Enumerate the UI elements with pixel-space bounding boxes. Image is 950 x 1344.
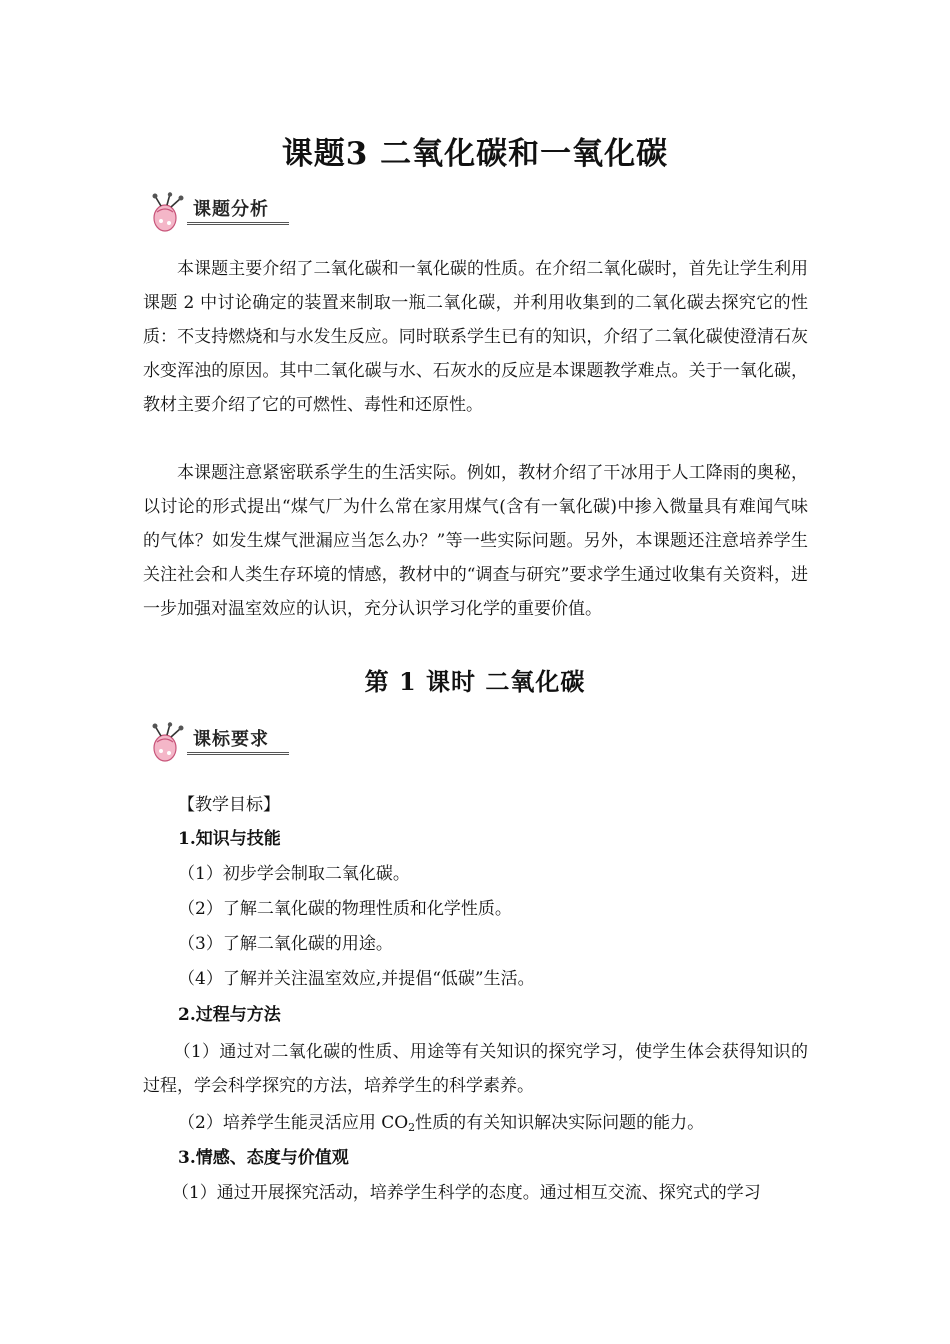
- section-badge-analysis: [143, 192, 293, 234]
- attitude-paragraph-1: （1）通过开展探究活动，培养学生科学的态度。通过相互交流、探究式的学习: [171, 1183, 761, 1203]
- section-badge-label: 课题分析: [187, 198, 289, 225]
- goal-item: （1）初步学会制取二氧化碳。: [178, 864, 410, 884]
- lesson-title: 第 1 课时 二氧化碳: [364, 667, 586, 696]
- process-paragraph-1: （1）通过对二氧化碳的性质、用途等有关知识的探究学习，使学生体会获得知识的过程，学会科学探究的方法，培养学生的科学素养。: [143, 1042, 808, 1096]
- section-badge-standards: [143, 722, 293, 764]
- goal-item: （2）了解二氧化碳的物理性质和化学性质。: [178, 899, 512, 919]
- goal-heading: 【教学目标】: [178, 795, 280, 815]
- goal-heading-knowledge: 1.知识与技能: [178, 829, 281, 849]
- page-title: 课题3 二氧化碳和一氧化碳: [281, 136, 669, 172]
- section-badge-label: 课标要求: [187, 728, 289, 755]
- goal-item: （4）了解并关注温室效应,并提倡“低碳”生活。: [178, 969, 535, 989]
- goal-heading-process: 2.过程与方法: [178, 1005, 281, 1025]
- goal-item: （3）了解二氧化碳的用途。: [178, 934, 393, 954]
- analysis-paragraph-1: 本课题主要介绍了二氧化碳和一氧化碳的性质。在介绍二氧化碳时，首先让学生利用课题 2 中讨论确定的装置来制取一瓶二氧化碳，并利用收集到的二氧化碳去探究它的性质：不支持燃烧和与水发生反应。同时联系学生已有的知识，介绍了二氧化碳使澄清石灰水变浑浊的原因。其中二氧化碳与水、石灰水的反应是本课题教学难点。关于一氧化碳，教材主要介绍了它的可燃性、毒性和还原性。: [143, 259, 808, 415]
- flower-pot-icon: [143, 722, 189, 764]
- flower-pot-icon: [143, 192, 189, 234]
- process-paragraph-2: （2）培养学生能灵活应用 CO2性质的有关知识解决实际问题的能力。: [178, 1113, 705, 1134]
- analysis-paragraph-2: 本课题注意紧密联系学生的生活实际。例如，教材介绍了干冰用于人工降雨的奥秘，以讨论的形式提出“煤气厂为什么常在家用煤气(含有一氧化碳)中掺入微量具有难闻气味的气体？如发生煤气泄漏应当怎么办？”等一些实际问题。另外，本课题还注意培养学生关注社会和人类生存环境的情感，教材中的“调查与研究”要求学生通过收集有关资料，进一步加强对温室效应的认识，充分认识学习化学的重要价值。: [143, 463, 808, 619]
- goal-heading-attitude: 3.情感、态度与价值观: [178, 1148, 349, 1168]
